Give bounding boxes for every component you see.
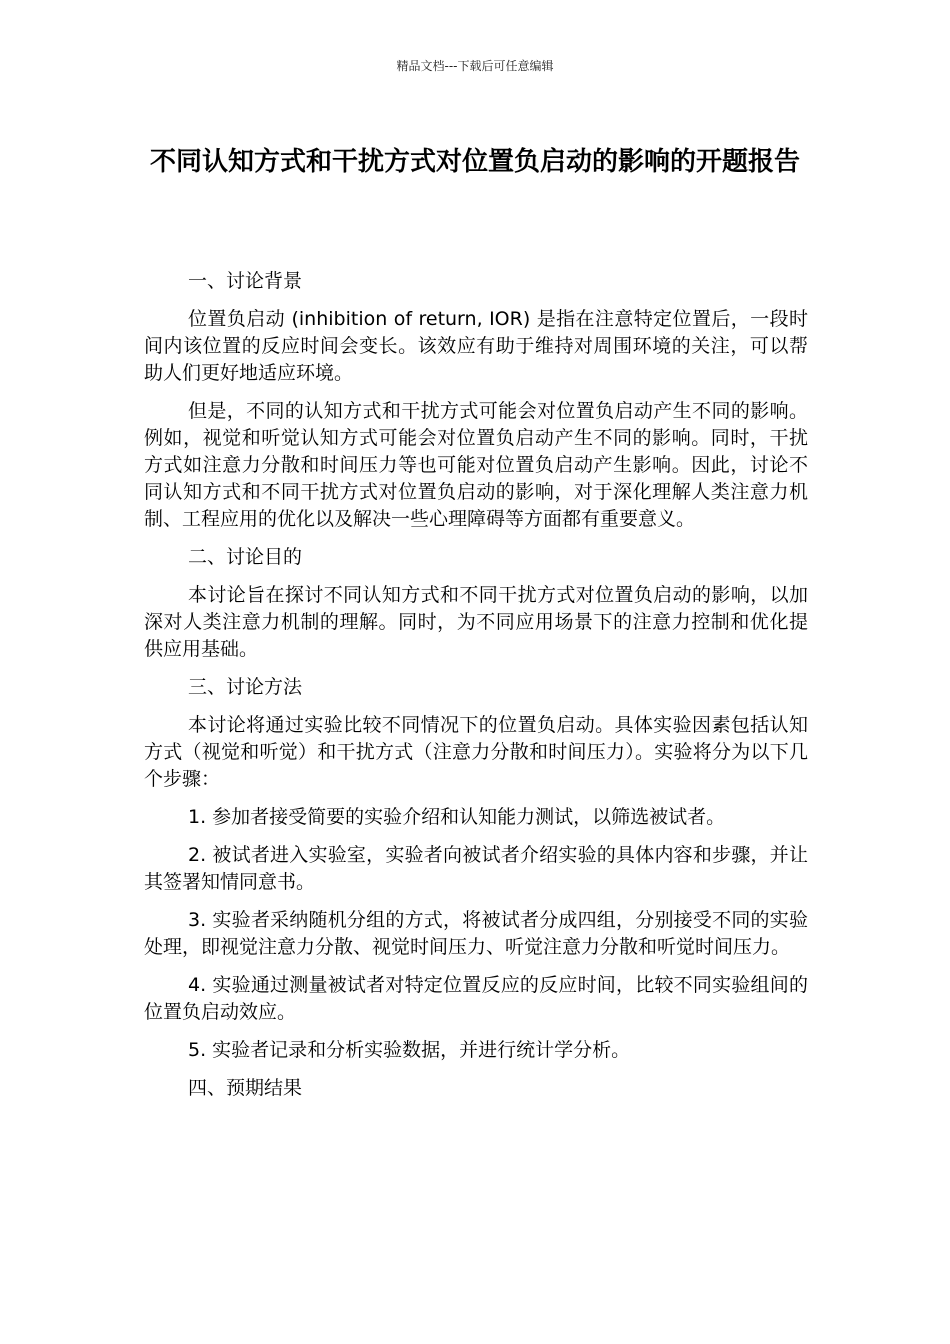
method-step-5: 5. 实验者记录和分析实验数据，并进行统计学分析。 bbox=[188, 1039, 631, 1061]
paragraph-background-1: 位置负启动 (inhibition of return, IOR) 是指在注意特定位置后，一段时间内该位置的反应时间会变长。该效应有助于维持对周围环境的关注，可以帮助人们更好地适应环境。 bbox=[144, 308, 808, 384]
section-heading-purpose: 二、讨论目的 bbox=[188, 546, 303, 568]
method-step-1: 1. 参加者接受简要的实验介绍和认知能力测试，以筛选被试者。 bbox=[188, 806, 726, 828]
method-step-3: 3. 实验者采纳随机分组的方式，将被试者分成四组，分别接受不同的实验处理，即视觉注意力分散、视觉时间压力、听觉注意力分散和听觉时间压力。 bbox=[144, 909, 808, 958]
paragraph-method: 本讨论将通过实验比较不同情况下的位置负启动。具体实验因素包括认知方式（视觉和听觉）和干扰方式（注意力分散和时间压力）。实验将分为以下几个步骤： bbox=[144, 714, 808, 790]
document-title: 不同认知方式和干扰方式对位置负启动的影响的开题报告 bbox=[149, 147, 800, 177]
header-note: 精品文档---下载后可任意编辑 bbox=[396, 59, 554, 73]
paragraph-purpose: 本讨论旨在探讨不同认知方式和不同干扰方式对位置负启动的影响，以加深对人类注意力机制的理解。同时，为不同应用场景下的注意力控制和优化提供应用基础。 bbox=[144, 584, 808, 660]
section-heading-expected-results: 四、预期结果 bbox=[188, 1077, 303, 1099]
section-heading-method: 三、讨论方法 bbox=[188, 676, 303, 698]
document-body bbox=[144, 268, 808, 1113]
method-step-4: 4. 实验通过测量被试者对特定位置反应的反应时间，比较不同实验组间的位置负启动效应。 bbox=[144, 974, 808, 1023]
paragraph-background-2: 但是，不同的认知方式和干扰方式可能会对位置负启动产生不同的影响。例如，视觉和听觉认知方式可能会对位置负启动产生不同的影响。同时，干扰方式如注意力分散和时间压力等也可能对位置负启动产生影响。因此，讨论不同认知方式和不同干扰方式对位置负启动的影响，对于深化理解人类注意力机制、工程应用的优化以及解决一些心理障碍等方面都有重要意义。 bbox=[144, 400, 808, 530]
section-heading-background: 一、讨论背景 bbox=[188, 270, 303, 292]
method-step-2: 2. 被试者进入实验室，实验者向被试者介绍实验的具体内容和步骤，并让其签署知情同意书。 bbox=[144, 844, 808, 893]
